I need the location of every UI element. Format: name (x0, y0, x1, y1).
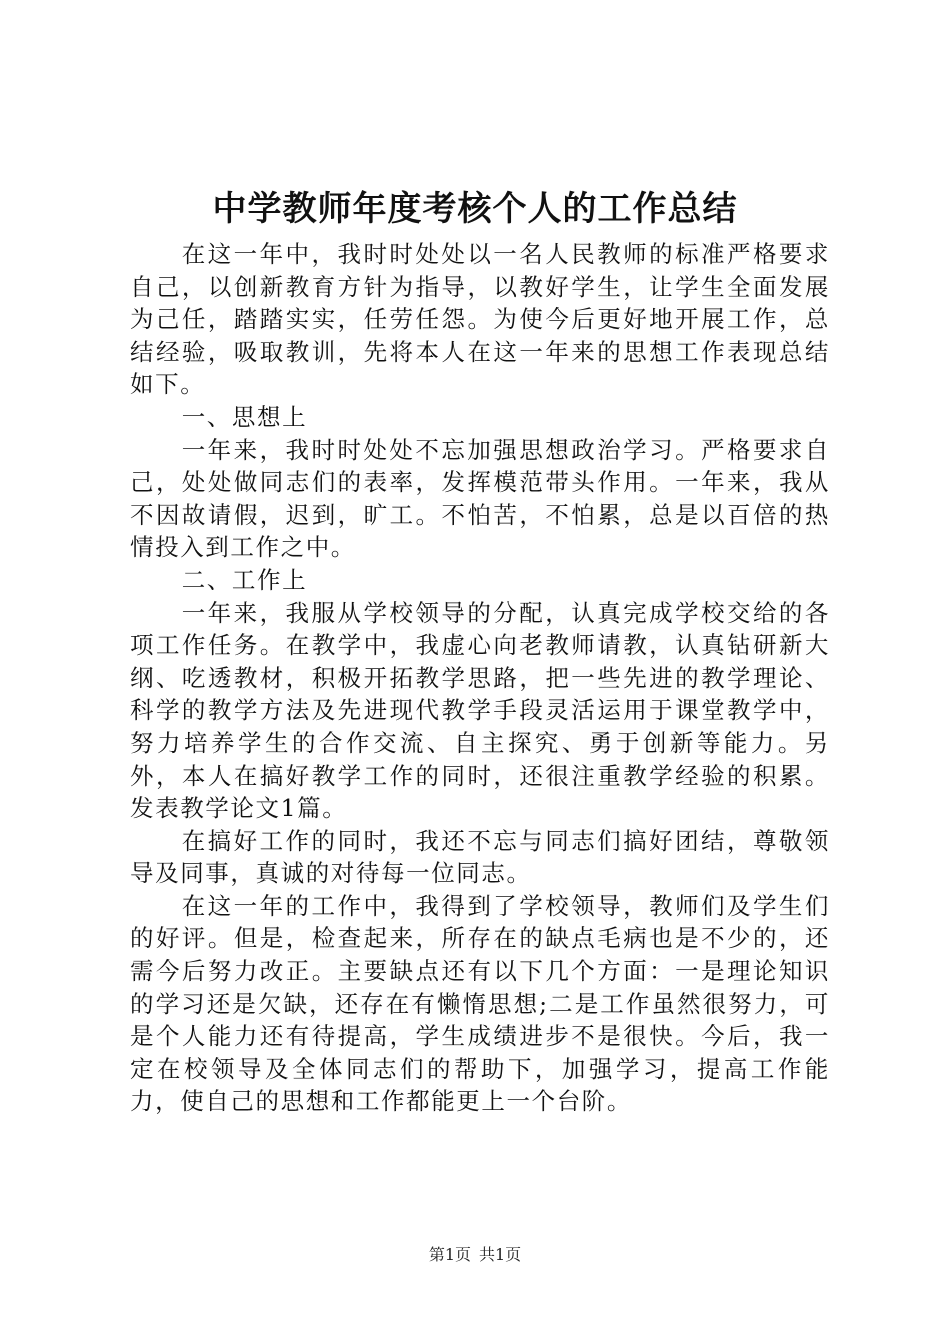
document-title: 中学教师年度考核个人的工作总结 (212, 189, 738, 229)
paragraph-intro: 在这一年中，我时时处处以一名人民教师的标准严格要求自己，以创新教育方针为指导，以教好学生，让学生全面发展为己任，踏踏实实，任劳任怨。为使今后更好地开展工作，总结经验，吸取教训，先将本人在这一年来的思想工作表现总结如下。 (130, 240, 830, 399)
paragraph-thought: 一年来，我时时处处不忘加强思想政治学习。严格要求自己，处处做同志们的表率，发挥模范带头作用。一年来，我从不因故请假，迟到，旷工。不怕苦，不怕累，总是以百倍的热情投入到工作之中。 (130, 435, 830, 562)
paragraph-work: 一年来，我服从学校领导的分配，认真完成学校交给的各项工作任务。在教学中，我虚心向老教师请教，认真钻研新大纲、吃透教材，积极开拓教学思路，把一些先进的教学理论、科学的教学方法及先进现代教学手段灵活运用于课堂教学中，努力培养学生的合作交流、自主探究、勇于创新等能力。另外，本人在搞好教学工作的同时，还很注重教学经验的积累。发表教学论文1篇。 (130, 598, 830, 823)
section-heading-thought: 一、思想上 (181, 402, 308, 431)
section-heading-work: 二、工作上 (181, 565, 308, 594)
page-footer (0, 1244, 950, 1266)
page-number: 第1页 (428, 1245, 471, 1264)
paragraph-conclusion: 在这一年的工作中，我得到了学校领导，教师们及学生们的好评。但是，检查起来，所存在的缺点毛病也是不少的，还需今后努力改正。主要缺点还有以下几个方面：一是理论知识的学习还是欠缺，还存在有懒惰思想;二是工作虽然很努力，可是个人能力还有待提高，学生成绩进步不是很快。今后，我一定在校领导及全体同志们的帮助下，加强学习，提高工作能力，使自己的思想和工作都能更上一个台阶。 (130, 891, 830, 1116)
document-body (130, 238, 830, 1118)
paragraph-unity: 在搞好工作的同时，我还不忘与同志们搞好团结，尊敬领导及同事，真诚的对待每一位同志。 (130, 826, 830, 888)
page-total: 共1页 (479, 1245, 522, 1264)
